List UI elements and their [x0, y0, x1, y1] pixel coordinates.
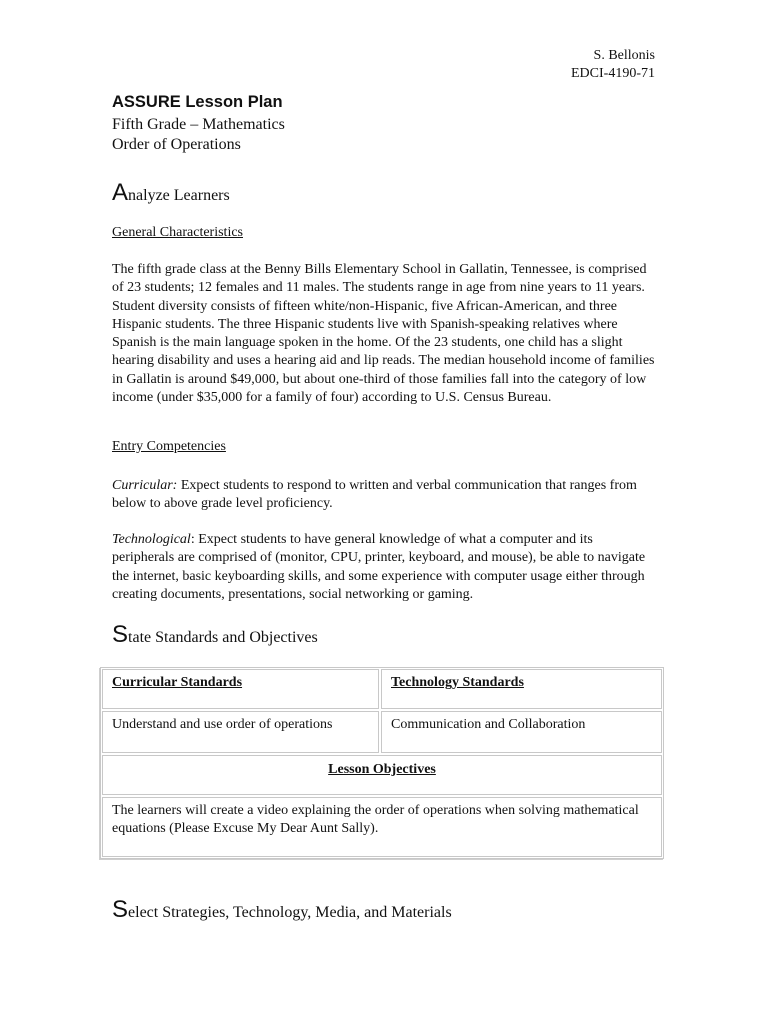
general-characteristics-heading: General Characteristics	[112, 225, 243, 240]
curricular-text: Expect students to respond to written and verbal communication that ranges from below to above grade level proficiency.	[112, 478, 637, 512]
table-header-row	[101, 668, 663, 710]
standards-table	[100, 667, 664, 859]
general-characteristics-text: The fifth grade class at the Benny Bills Elementary School in Gallatin, Tennessee, is comprised of 23 students; 12 females and 11 males. The students range in age from nine years to 11 years. Student diversity consists of fifteen white/non-Hispanic, five African-American, and three Hispanic students. The three Hispanic students live with Spanish-speaking relatives where Spanish is the main language spoken in the home. Of the 23 students, one child has a slight hearing disability and uses a hearing aid and lip reads. The median household income of families in Gallatin is around $49,000, but about one-third of those families fall into the category of low income (under $35,000 for a family of four) according to U.S. Census Bureau.	[112, 262, 655, 406]
curricular-paragraph	[112, 477, 657, 514]
technological-text: : Expect students to have general knowledge of what a computer and its peripherals are comprised of (monitor, CPU, printer, keyboard, and mouse), be able to navigate the internet, basic keyboarding skills, and some experience with computer usage either through creating documents, presentations, social networking or gaming.	[112, 532, 646, 602]
technological-label: Technological	[112, 532, 191, 547]
author-name: S. Bellonis	[593, 48, 655, 63]
technology-standard-value: Communication and Collaboration	[381, 711, 662, 753]
lesson-topic: Order of Operations	[112, 136, 241, 153]
lesson-objectives-header: Lesson Objectives	[102, 755, 662, 795]
heading-initial: S	[112, 621, 129, 648]
technological-paragraph	[112, 531, 657, 604]
section-heading-state	[112, 621, 318, 649]
heading-text: tate Standards and Objectives	[128, 629, 318, 646]
technology-standards-header: Technology Standards	[381, 669, 662, 709]
heading-text: nalyze Learners	[128, 187, 230, 204]
objectives-row	[101, 796, 663, 858]
section-heading-select	[112, 896, 452, 924]
grade-subject: Fifth Grade – Mathematics	[112, 116, 285, 133]
section-heading-analyze	[112, 179, 230, 207]
curricular-standard-value: Understand and use order of operations	[102, 711, 379, 753]
curricular-label: Curricular:	[112, 478, 178, 493]
heading-initial: S	[112, 896, 129, 923]
lesson-objectives-text: The learners will create a video explaining the order of operations when solving mathematical equations (Please Excuse My Dear Aunt Sally).	[102, 797, 662, 857]
objectives-header-row	[101, 754, 663, 796]
author-block	[571, 47, 655, 83]
table-row	[101, 710, 663, 754]
heading-initial: A	[112, 179, 129, 206]
curricular-standards-header: Curricular Standards	[102, 669, 379, 709]
course-code: EDCI-4190-71	[571, 66, 655, 81]
document-title: ASSURE Lesson Plan	[112, 93, 283, 111]
heading-text: elect Strategies, Technology, Media, and Materials	[128, 904, 452, 921]
entry-competencies-heading: Entry Competencies	[112, 439, 226, 454]
